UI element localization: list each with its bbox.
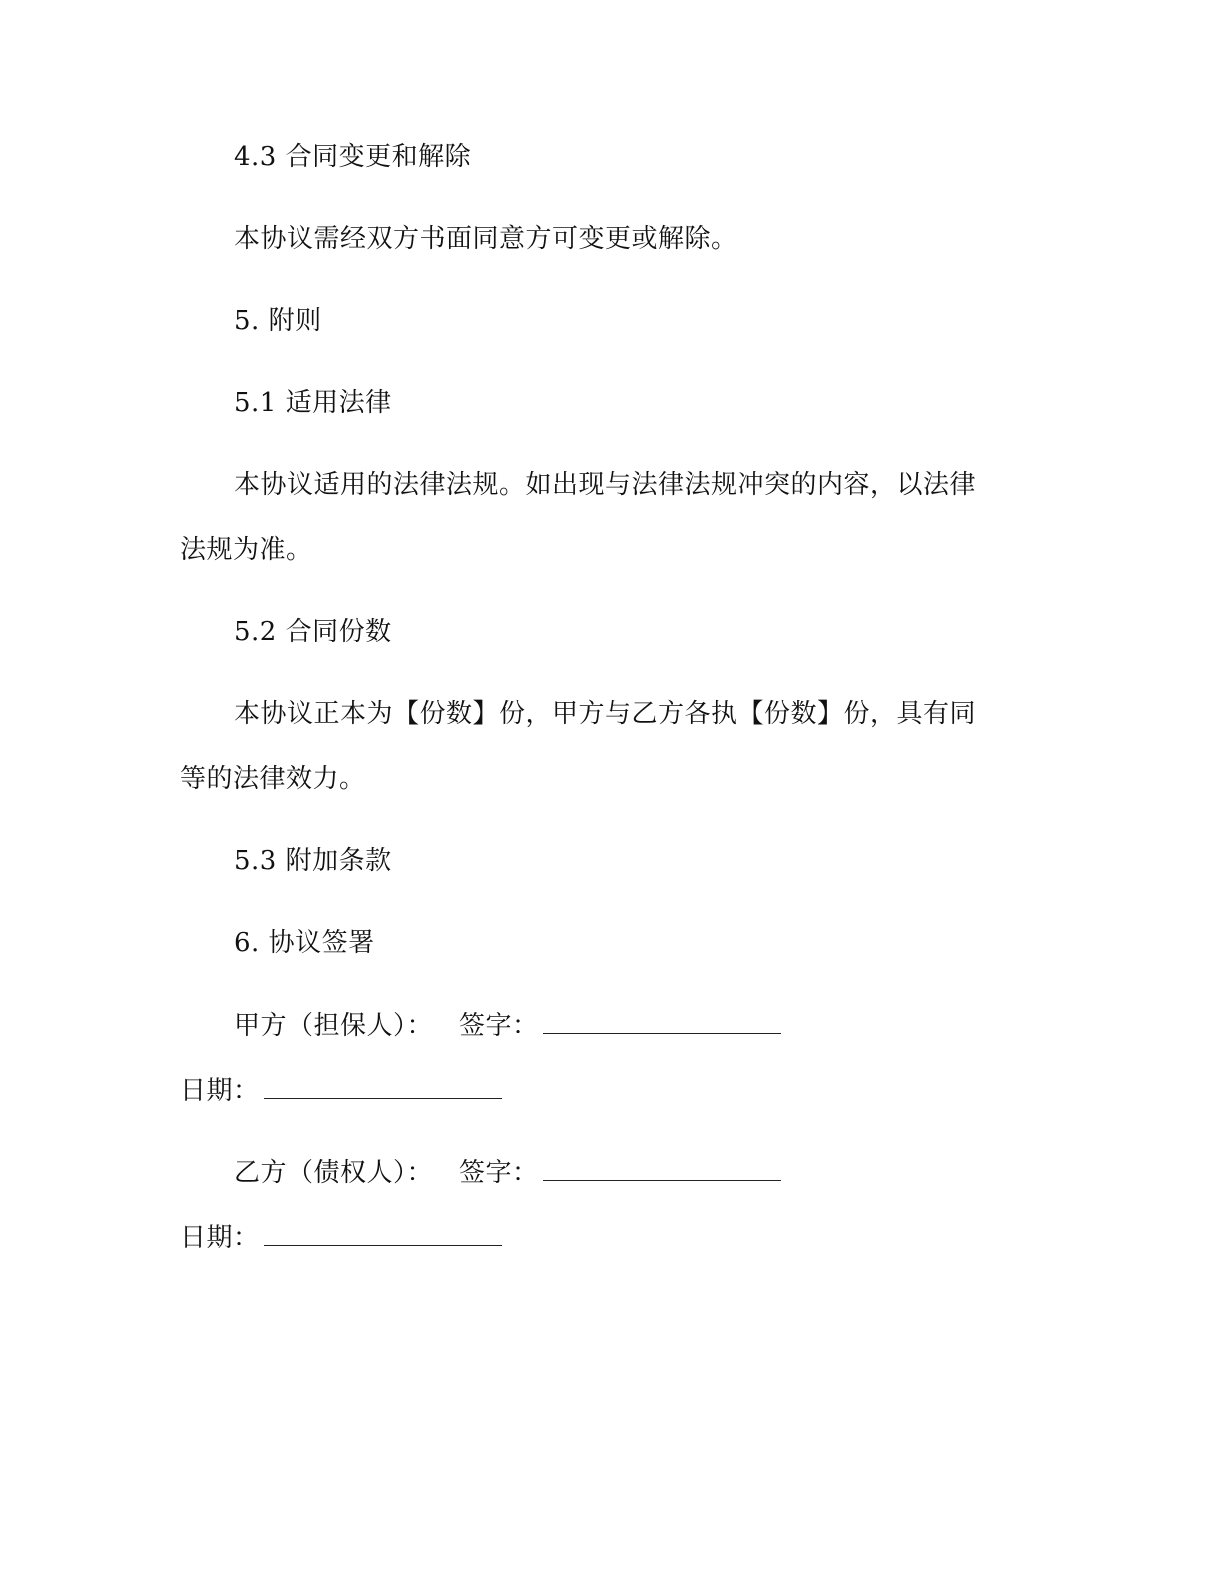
section-5-1-heading: 5.1 适用法律 [234, 388, 392, 418]
party-a-signature-field[interactable] [543, 1009, 781, 1034]
party-b-date-row [180, 1221, 502, 1254]
party-a-date-label: 日期： [180, 1076, 260, 1106]
party-b-signature-field[interactable] [543, 1156, 781, 1181]
section-5-heading: 5. 附则 [234, 306, 322, 336]
section-5-1-text-line1: 本协议适用的法律法规。如出现与法律法规冲突的内容，以法律 [234, 470, 977, 500]
party-a-label: 甲方（担保人）： [234, 1011, 434, 1041]
section-4-3-heading: 4.3 合同变更和解除 [234, 142, 472, 172]
party-a-signature-row [234, 1009, 781, 1042]
party-a-date-row [180, 1074, 502, 1107]
section-5-2-text-line2: 等的法律效力。 [180, 764, 366, 794]
party-b-date-field[interactable] [264, 1221, 502, 1246]
party-b-label: 乙方（债权人）： [234, 1158, 434, 1188]
section-5-1-text-line2: 法规为准。 [180, 535, 313, 565]
section-5-2-heading: 5.2 合同份数 [234, 617, 392, 647]
section-6-heading: 6. 协议签署 [234, 928, 375, 958]
section-5-3-heading: 5.3 附加条款 [234, 846, 392, 876]
section-5-2-text-line1: 本协议正本为【份数】份，甲方与乙方各执【份数】份，具有同 [234, 699, 977, 729]
party-b-sign-label: 签字： [459, 1158, 539, 1188]
party-b-signature-row [234, 1156, 781, 1189]
section-4-3-text: 本协议需经双方书面同意方可变更或解除。 [234, 224, 738, 254]
party-b-date-label: 日期： [180, 1223, 260, 1253]
party-a-date-field[interactable] [264, 1074, 502, 1099]
party-a-sign-label: 签字： [459, 1011, 539, 1041]
